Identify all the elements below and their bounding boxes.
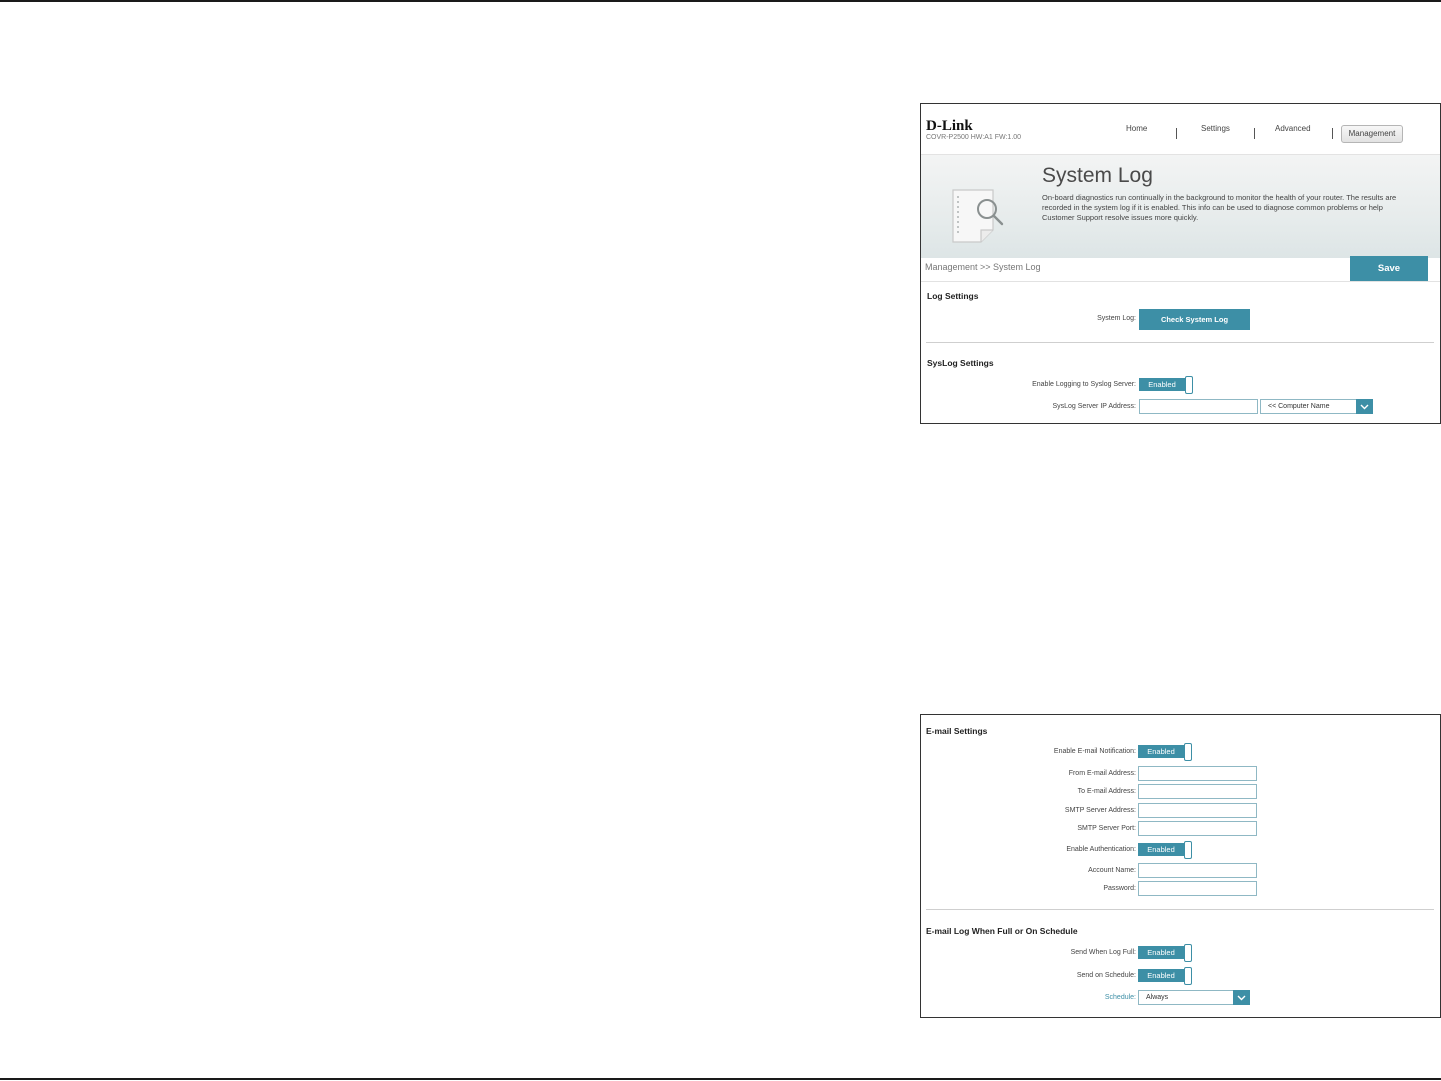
send-schedule-toggle[interactable] <box>1138 967 1193 985</box>
toggle-state: Enabled <box>1138 946 1184 959</box>
nav-separator <box>1332 128 1333 139</box>
nav-advanced[interactable]: Advanced <box>1275 124 1311 133</box>
page-top-rule <box>0 0 1441 2</box>
model-info: COVR-P2500 HW:A1 FW:1.00 <box>926 134 1022 141</box>
smtp-address-field[interactable] <box>1138 803 1257 818</box>
nav-settings[interactable]: Settings <box>1201 124 1230 133</box>
toggle-state: Enabled <box>1138 745 1184 758</box>
chevron-down-icon[interactable] <box>1356 399 1373 414</box>
account-name-label: Account Name: <box>1088 867 1136 874</box>
check-system-log-button[interactable]: Check System Log <box>1139 309 1250 330</box>
enable-auth-toggle[interactable] <box>1138 841 1193 859</box>
smtp-port-field[interactable] <box>1138 821 1257 836</box>
nav-separator <box>1176 128 1177 139</box>
computer-name-select[interactable] <box>1260 399 1373 414</box>
send-schedule-label: Send on Schedule: <box>1076 972 1136 979</box>
send-full-toggle[interactable] <box>1138 944 1193 962</box>
to-email-field[interactable] <box>1138 784 1257 799</box>
syslog-settings-heading: SysLog Settings <box>927 358 994 368</box>
password-field[interactable] <box>1138 881 1257 896</box>
dlink-logo: D-Link <box>926 118 973 134</box>
password-label: Password: <box>1103 885 1136 892</box>
nav-home[interactable]: Home <box>1126 124 1148 133</box>
schedule-select[interactable] <box>1138 990 1250 1005</box>
computer-name-value: << Computer Name <box>1268 403 1330 410</box>
system-log-panel <box>920 103 1441 424</box>
page-bottom-rule <box>0 1078 1441 1080</box>
toggle-knob[interactable] <box>1185 376 1193 394</box>
toggle-knob[interactable] <box>1184 944 1192 962</box>
nav-separator <box>1254 128 1255 139</box>
send-full-label: Send When Log Full: <box>1070 949 1136 956</box>
log-settings-heading: Log Settings <box>927 291 979 301</box>
email-settings-heading: E-mail Settings <box>926 726 988 736</box>
section-divider <box>926 909 1434 910</box>
email-settings-panel <box>920 714 1441 1018</box>
email-log-heading: E-mail Log When Full or On Schedule <box>926 926 1078 936</box>
email-notify-label: Enable E-mail Notification: <box>1053 748 1136 755</box>
toggle-state: Enabled <box>1139 378 1185 391</box>
section-divider <box>926 342 1434 343</box>
syslog-ip-label: SysLog Server IP Address: <box>1052 403 1136 410</box>
enable-syslog-label: Enable Logging to Syslog Server: <box>1032 381 1136 388</box>
toggle-state: Enabled <box>1138 969 1184 982</box>
account-name-field[interactable] <box>1138 863 1257 878</box>
breadcrumb: Management >> System Log <box>925 262 1041 272</box>
save-button[interactable]: Save <box>1350 256 1428 281</box>
toggle-state: Enabled <box>1138 843 1184 856</box>
email-notify-toggle[interactable] <box>1138 743 1193 761</box>
nav-management[interactable]: Management <box>1341 125 1403 143</box>
schedule-link[interactable]: Schedule: <box>1104 994 1136 1001</box>
from-email-label: From E-mail Address: <box>1068 770 1136 777</box>
chevron-down-icon[interactable] <box>1233 990 1250 1005</box>
document-search-icon <box>951 188 1005 244</box>
system-log-label: System Log: <box>1097 315 1136 322</box>
smtp-address-label: SMTP Server Address: <box>1064 807 1136 814</box>
to-email-label: To E-mail Address: <box>1077 788 1136 795</box>
page-description: On-board diagnostics run continually in the background to monitor the health of your router. The results are recorded in the system log if it is enabled. This info can be used to diagnose common problems or help Customer Support resolve issues more quickly. <box>1042 193 1397 223</box>
page-title: System Log <box>1042 164 1153 187</box>
from-email-field[interactable] <box>1138 766 1257 781</box>
toggle-knob[interactable] <box>1184 743 1192 761</box>
enable-syslog-toggle[interactable] <box>1139 376 1194 394</box>
enable-auth-label: Enable Authentication: <box>1066 846 1136 853</box>
smtp-port-label: SMTP Server Port: <box>1077 825 1136 832</box>
toggle-knob[interactable] <box>1184 967 1192 985</box>
toggle-knob[interactable] <box>1184 841 1192 859</box>
schedule-value: Always <box>1146 994 1169 1001</box>
syslog-ip-field[interactable] <box>1139 399 1258 414</box>
